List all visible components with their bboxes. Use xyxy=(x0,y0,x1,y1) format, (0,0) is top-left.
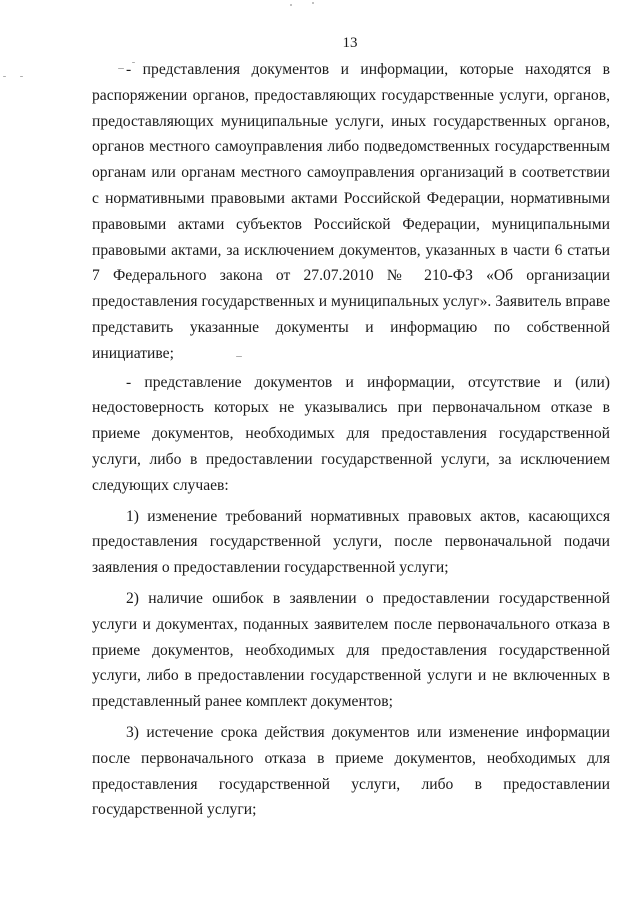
paragraph: - представления документов и информации, которые находятся в распоряжении органов, предоставляющих государственные услуги, органов, предоставляющих муниципальные услуги, иных государственных органов, органов местного самоуправления либо подведомственных государственным органам или органам местного самоуправления организаций в соответствии с нормативными правовыми актами Российской Федерации, нормативными правовыми актами субъектов Российской Федерации, муниципальными правовыми актами, за исключением документов, указанных в части 6 статьи 7 Федерального закона от 27.07.2010 № 210-ФЗ «Об организации предоставления государственных и муниципальных услуг». Заявитель вправе представить указанные документы и информацию по собственной инициативе; xyxy=(92,61,610,362)
scan-artifact xyxy=(290,4,292,6)
paragraph: 3) истечение срока действия документов или изменение информации после первоначального отказа в приеме документов, необходимых для предоставления государственной услуги, либо в предоставлении государственной услуги; xyxy=(92,723,610,819)
scan-artifact xyxy=(20,76,23,77)
page-number: 13 xyxy=(342,35,358,51)
document-body xyxy=(92,57,610,823)
paragraph: - представление документов и информации, отсутствие и (или) недостоверность которых не указывались при первоначальном отказе в приеме документов, необходимых для предоставления государственной услуги, либо в предоставлении государственной услуги, за исключением следующих случаев: xyxy=(92,373,610,494)
paragraph: 2) наличие ошибок в заявлении о предоставлении государственной услуги и документах, поданных заявителем после первоначального отказа в приеме документов, необходимых для предоставления государственной услуги, либо в предоставлении государственной услуги и не включенных в представленный ранее комплект документов; xyxy=(92,589,610,711)
scan-artifact xyxy=(3,76,6,77)
scan-artifact xyxy=(312,2,314,4)
paragraph: 1) изменение требований нормативных правовых актов, касающихся предоставления государственной услуги, после первоначальной подачи заявления о предоставлении государственной услуги; xyxy=(92,507,610,577)
